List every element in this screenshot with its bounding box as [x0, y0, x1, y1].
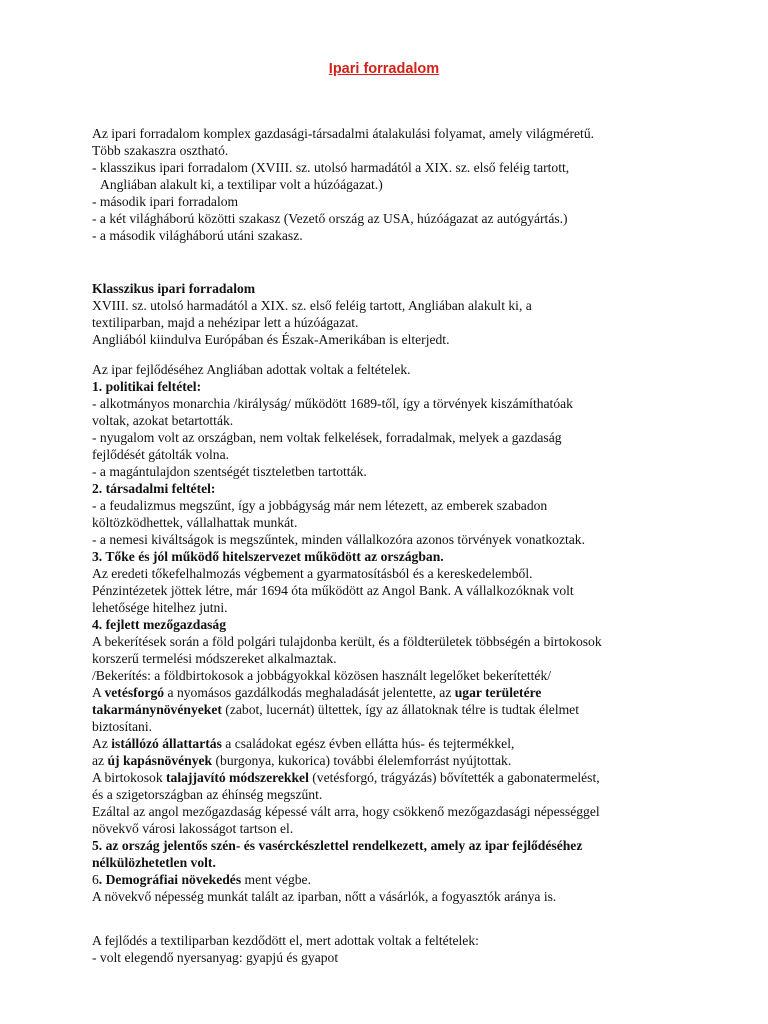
condition-line: lehetősége hitelhez jutni.	[92, 600, 228, 615]
textile-section	[92, 932, 728, 966]
intro-line: - második ipari forradalom	[92, 194, 239, 209]
condition-6-heading: 6. Demográfiai növekedés ment végbe.	[92, 872, 311, 887]
condition-line: voltak, azokat betartották.	[92, 413, 234, 428]
classic-line: textiliparban, majd a nehézipar lett a húzóágazat.	[92, 315, 359, 330]
condition-5-heading: 5. az ország jelentős szén- és vasérckészlettel rendelkezett, amely az ipar fejlődéséhez	[92, 838, 583, 853]
textile-line: A fejlődés a textiliparban kezdődött el, mert adottak voltak a feltételek:	[92, 933, 479, 948]
condition-4-heading: 4. fejlett mezőgazdaság	[92, 617, 226, 632]
conditions-intro: Az ipar fejlődéséhez Angliában adottak voltak a feltételek.	[92, 362, 411, 377]
condition-line: Az istállózó állattartás a családokat egész évben ellátta hús- és tejtermékkel,	[92, 736, 515, 751]
condition-line: biztosítani.	[92, 719, 153, 734]
condition-line: A birtokosok talajjavító módszerekkel (vetésforgó, trágyázás) bővítették a gabonatermelést,	[92, 770, 600, 785]
conditions-section	[92, 361, 728, 905]
condition-line: az új kapásnövények (burgonya, kukorica) további élelemforrást nyújtottak.	[92, 753, 512, 768]
condition-line: fejlődését gátolták volna.	[92, 447, 230, 462]
condition-line: növekvő városi lakosságot tartson el.	[92, 821, 294, 836]
condition-line: - alkotmányos monarchia /királyság/ működött 1689-től, így a törvények kiszámíthatóak	[92, 396, 573, 411]
condition-3-heading: 3. Tőke és jól működő hitelszervezet működött az országban.	[92, 549, 444, 564]
condition-line: Ezáltal az angol mezőgazdaság képessé vált arra, hogy csökkenő mezőgazdasági népességgel	[92, 804, 600, 819]
classic-section	[92, 280, 728, 348]
intro-line: - klasszikus ipari forradalom (XVIII. sz. utolsó harmadától a XIX. sz. első feléig tartott,	[92, 160, 570, 175]
condition-line: - nyugalom volt az országban, nem voltak felkelések, forradalmak, melyek a gazdaság	[92, 430, 562, 445]
condition-line: költözködhettek, vállalhattak munkát.	[92, 515, 298, 530]
document-title: Ipari forradalom	[328, 61, 440, 77]
condition-line: A vetésforgó a nyomásos gazdálkodás meghaladását jelentette, az ugar területére	[92, 685, 542, 700]
intro-line: Több szakaszra osztható.	[92, 143, 229, 158]
condition-line: és a szigetországban az éhínség megszűnt.	[92, 787, 323, 802]
condition-1-heading: 1. politikai feltétel:	[92, 379, 202, 394]
intro-section	[92, 125, 728, 244]
condition-5-heading-cont: nélkülözhetetlen volt.	[92, 855, 216, 870]
intro-line: - a két világháború közötti szakasz (Vezető ország az USA, húzóágazat az autógyártás.)	[92, 211, 568, 226]
classic-line: XVIII. sz. utolsó harmadától a XIX. sz. első feléig tartott, Angliában alakult ki, a	[92, 298, 532, 313]
condition-line: - a nemesi kiváltságok is megszűntek, minden vállalkozóra azonos törvények vonatkoztak.	[92, 532, 586, 547]
condition-line: Az eredeti tőkefelhalmozás végbement a gyarmatosításból és a kereskedelemből.	[92, 566, 533, 581]
condition-2-heading: 2. társadalmi feltétel:	[92, 481, 216, 496]
classic-heading: Klasszikus ipari forradalom	[92, 281, 256, 296]
intro-line: Az ipari forradalom komplex gazdasági-társadalmi átalakulási folyamat, amely világméretű.	[92, 126, 595, 141]
condition-line: A bekerítések során a föld polgári tulajdonba került, és a földterületek többségén a birtokosok	[92, 634, 602, 649]
condition-line: korszerű termelési módszereket alkalmaztak.	[92, 651, 337, 666]
condition-line: Pénzintézetek jöttek létre, már 1694 óta működött az Angol Bank. A vállalkozóknak volt	[92, 583, 574, 598]
textile-line: - volt elegendő nyersanyag: gyapjú és gyapot	[92, 950, 339, 965]
intro-line: - a második világháború utáni szakasz.	[92, 228, 303, 243]
condition-line: A növekvő népesség munkát talált az iparban, nőtt a vásárlók, a fogyasztók aránya is.	[92, 889, 557, 904]
condition-line: - a magántulajdon szentségét tiszteletben tartották.	[92, 464, 367, 479]
classic-line: Angliából kiindulva Európában és Észak-Amerikában is elterjedt.	[92, 332, 450, 347]
condition-line: - a feudalizmus megszűnt, így a jobbágyság már nem létezett, az emberek szabadon	[92, 498, 548, 513]
intro-line: Angliában alakult ki, a textilipar volt a húzóágazat.)	[100, 177, 383, 192]
condition-line: takarmánynövényeket (zabot, lucernát) ültettek, így az állatoknak télre is tudtak élelmet	[92, 702, 579, 717]
condition-line: /Bekerítés: a földbirtokosok a jobbágyokkal közösen használt legelőket bekerítették/	[92, 668, 552, 683]
